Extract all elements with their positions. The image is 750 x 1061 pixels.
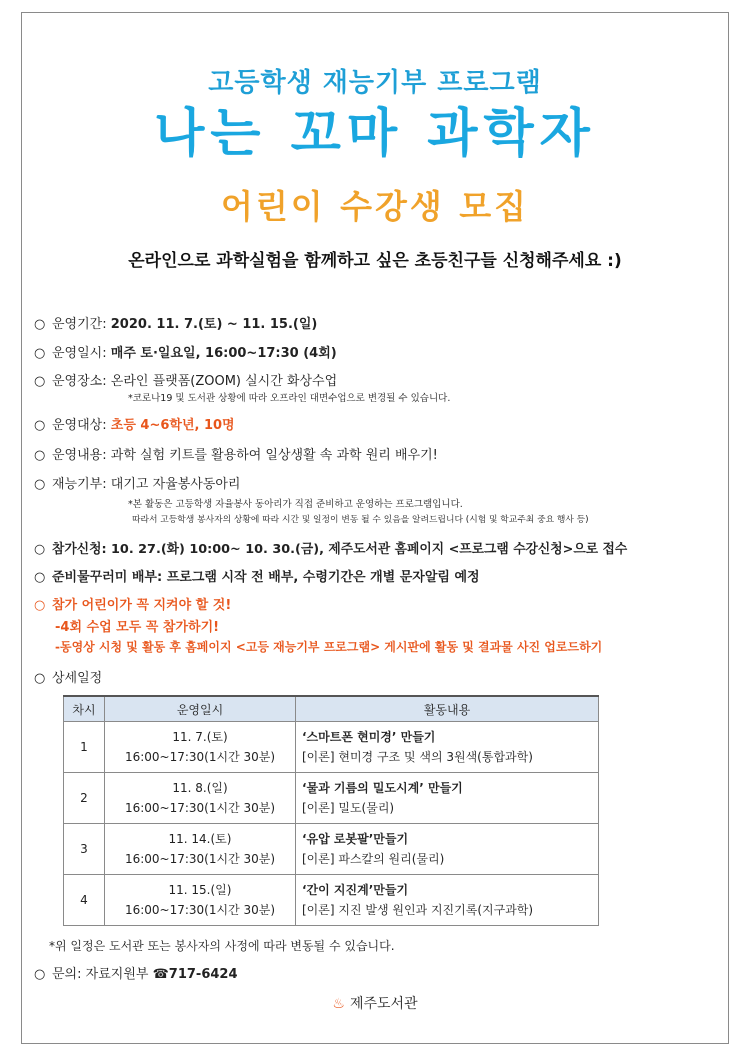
session-date: 11. 7.(토) <box>172 730 228 744</box>
session-time: 16:00~17:30(1시간 30분) <box>124 852 276 866</box>
table-row <box>64 875 599 926</box>
session-date: 11. 8.(일) <box>172 781 228 795</box>
circle-bullet-icon: ○ <box>34 448 46 463</box>
circle-bullet-icon: ○ <box>34 671 46 686</box>
place-row <box>34 370 337 389</box>
circle-bullet-icon: ○ <box>34 477 46 492</box>
session-datetime <box>105 875 296 926</box>
schedule-label: 운영일시: <box>52 346 107 361</box>
session-date: 11. 15.(일) <box>168 883 232 897</box>
library-logo-icon: ♨ <box>332 996 345 1012</box>
intro-text: 온라인으로 과학실험을 함께하고 싶은 초등친구들 신청해주세요 :) <box>128 251 622 271</box>
rule-1: -4회 수업 모두 꼭 참가하기! <box>55 620 220 635</box>
contact-phone: 717-6424 <box>168 967 238 982</box>
content-label: 운영내용: <box>52 448 107 463</box>
donor-value: 대기고 자율봉사동아리 <box>110 477 241 492</box>
place-label: 운영장소: <box>52 374 107 389</box>
schedule-table <box>63 695 599 926</box>
place-value: 온라인 플랫폼(ZOOM) 실시간 화상수업 <box>110 374 338 389</box>
session-date: 11. 14.(토) <box>168 832 232 846</box>
donor-row <box>34 473 240 492</box>
activity-theory: [이론] 현미경 구조 및 색의 3원색(통합과학) <box>302 750 533 764</box>
schedule-row <box>34 342 337 361</box>
session-number: 4 <box>64 875 105 926</box>
content-row <box>34 444 438 463</box>
target-row <box>34 414 235 433</box>
schedule-value: 매주 토·일요일, 16:00~17:30 (4회) <box>110 346 337 361</box>
program-subtitle: 고등학생 재능기부 프로그램 <box>208 68 542 98</box>
target-label: 운영대상: <box>52 418 107 433</box>
activity-theory: [이론] 밀도(물리) <box>302 801 395 815</box>
contact-dept: 자료지원부 <box>85 967 149 982</box>
activity-title: ‘물과 기름의 밀도시계’ 만들기 <box>302 781 463 795</box>
table-row <box>64 824 599 875</box>
rules-title: 참가 어린이가 꼭 지켜야 할 것! <box>52 598 232 613</box>
contact-label: 문의: <box>52 967 82 982</box>
phone-icon: ☎ <box>152 967 169 982</box>
circle-bullet-icon: ○ <box>34 542 46 557</box>
session-time: 16:00~17:30(1시간 30분) <box>124 903 276 917</box>
activity-theory: [이론] 지진 발생 원인과 지진기록(지구과학) <box>302 903 534 917</box>
target-value: 초등 4~6학년, 10명 <box>110 418 235 433</box>
circle-bullet-icon: ○ <box>34 317 46 332</box>
donor-note-2: 따라서 고등학생 봉사자의 상황에 따라 시간 및 일정이 변동 될 수 있음을 알려드립니다 (시험 및 학교주최 중요 행사 등) <box>132 515 589 525</box>
session-datetime <box>105 722 296 773</box>
session-number: 3 <box>64 824 105 875</box>
session-datetime <box>105 824 296 875</box>
table-row <box>64 773 599 824</box>
session-datetime <box>105 773 296 824</box>
apply-row <box>34 538 627 557</box>
circle-bullet-icon: ○ <box>34 374 46 389</box>
content-value: 과학 실험 키트를 활용하여 일상생활 속 과학 원리 배우기! <box>110 448 438 463</box>
rules-row <box>34 594 231 613</box>
circle-bullet-icon: ○ <box>34 418 46 433</box>
session-activity <box>296 875 599 926</box>
session-activity <box>296 773 599 824</box>
session-activity <box>296 824 599 875</box>
place-note: *코로나19 및 도서관 상황에 따라 오프라인 대면수업으로 변경될 수 있습니다. <box>128 393 451 404</box>
recruit-heading: 어린이 수강생 모집 <box>220 187 529 226</box>
session-number: 2 <box>64 773 105 824</box>
schedule-footnote: *위 일정은 도서관 또는 봉사자의 사정에 따라 변동될 수 있습니다. <box>49 939 395 953</box>
period-value: 2020. 11. 7.(토) ~ 11. 15.(일) <box>110 317 318 332</box>
table-header-row <box>64 696 599 722</box>
activity-title: ‘스마트폰 현미경’ 만들기 <box>302 730 436 744</box>
session-number: 1 <box>64 722 105 773</box>
session-time: 16:00~17:30(1시간 30분) <box>124 801 276 815</box>
contact-row <box>34 963 238 982</box>
activity-title: ‘유압 로봇팔’만들기 <box>302 832 409 846</box>
kit-text: 준비물꾸러미 배부: 프로그램 시작 전 배부, 수령기간은 개별 문자알림 예정 <box>52 570 480 585</box>
session-time: 16:00~17:30(1시간 30분) <box>124 750 276 764</box>
period-label: 운영기간: <box>52 317 107 332</box>
period-row <box>34 313 317 332</box>
header-activity: 활동내용 <box>296 696 599 722</box>
donor-label: 재능기부: <box>52 477 107 492</box>
header-datetime: 운영일시 <box>105 696 296 722</box>
program-title: 나는 꼬마 과학자 <box>154 104 596 164</box>
table-row <box>64 722 599 773</box>
circle-bullet-icon: ○ <box>34 598 46 613</box>
donor-note-1: *본 활동은 고등학생 자율봉사 동아리가 직접 준비하고 운영하는 프로그램입니다. <box>128 499 463 510</box>
circle-bullet-icon: ○ <box>34 346 46 361</box>
activity-title: ‘간이 지진계’만들기 <box>302 883 409 897</box>
header-session: 차시 <box>64 696 105 722</box>
detail-row <box>34 667 102 686</box>
session-activity <box>296 722 599 773</box>
kit-row <box>34 566 480 585</box>
circle-bullet-icon: ○ <box>34 570 46 585</box>
circle-bullet-icon: ○ <box>34 967 46 982</box>
apply-text: 참가신청: 10. 27.(화) 10:00~ 10. 30.(금), 제주도서관 홈페이지 <프로그램 수강신청>으로 접수 <box>52 542 628 557</box>
detail-label: 상세일정 <box>52 671 103 686</box>
activity-theory: [이론] 파스칼의 원리(물리) <box>302 852 445 866</box>
rule-2: -동영상 시청 및 활동 후 홈페이지 <고등 재능기부 프로그램> 게시판에 활동 및 결과물 사진 업로드하기 <box>55 640 603 654</box>
library-logo <box>0 993 750 1013</box>
library-name: 제주도서관 <box>349 996 418 1012</box>
